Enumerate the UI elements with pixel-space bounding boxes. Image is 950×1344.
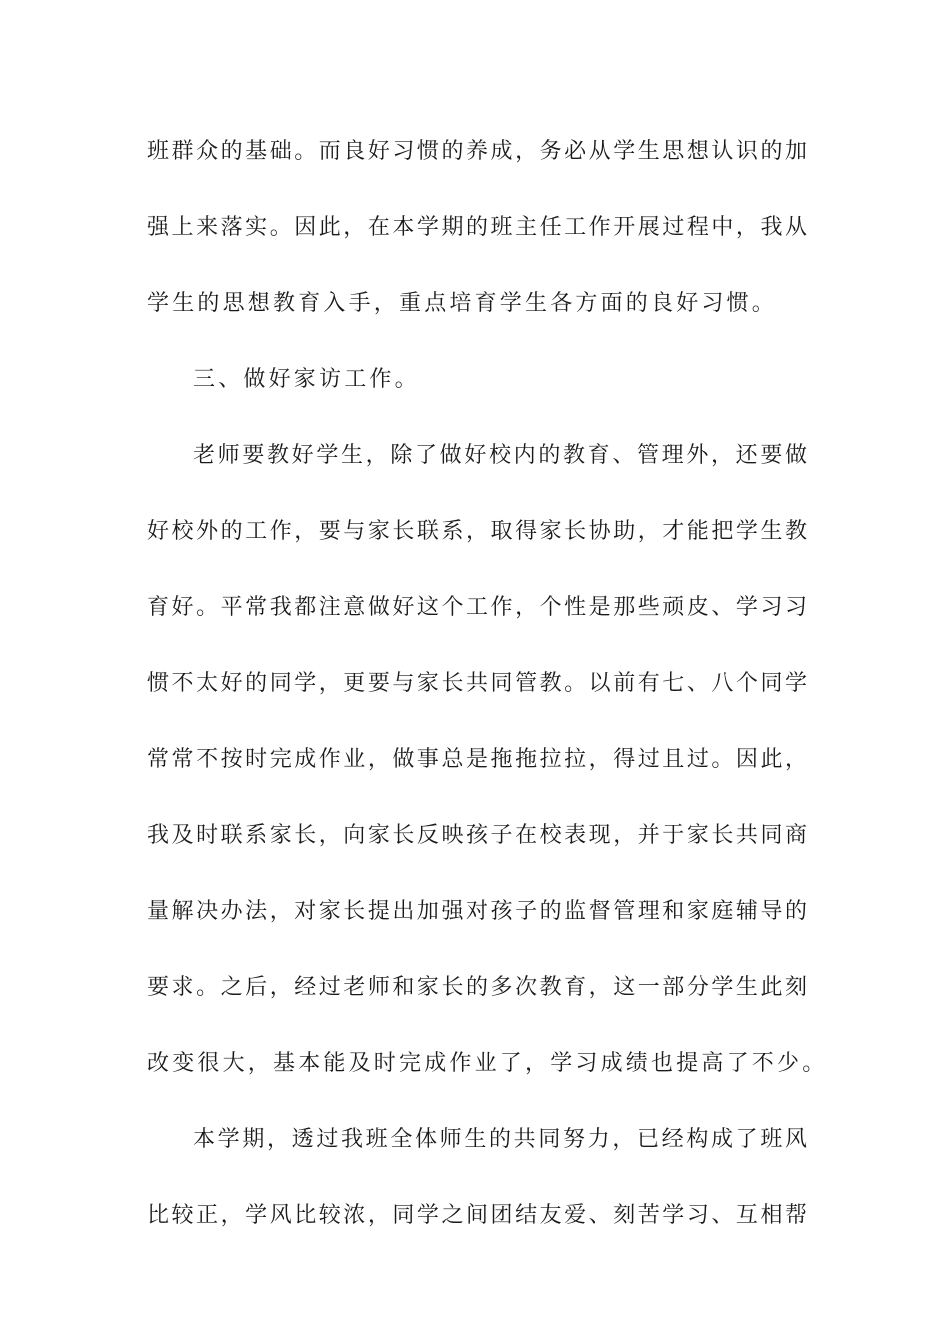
text-line: 我及时联系家长，向家长反映孩子在校表现，并于家长共同商 [147,823,807,848]
text-line: 量解决办法，对家长提出加强对孩子的监督管理和家庭辅导的 [147,899,807,924]
text-line: 常常不按时完成作业，做事总是拖拖拉拉，得过且过。因此， [147,747,807,772]
text-line: 比较正，学风比较浓，同学之间团结友爱、刻苦学习、互相帮 [147,1203,807,1228]
section-heading: 三、做好家访工作。 [193,367,420,392]
text-line: 要求。之后，经过老师和家长的多次教育，这一部分学生此刻 [147,975,807,1000]
text-line: 强上来落实。因此，在本学期的班主任工作开展过程中，我从 [147,215,807,240]
text-line: 惯不太好的同学，更要与家长共同管教。以前有七、八个同学 [147,671,807,696]
text-line: 学生的思想教育入手，重点培育学生各方面的良好习惯。 [147,291,778,316]
text-line: 班群众的基础。而良好习惯的养成，务必从学生思想认识的加 [147,139,807,164]
text-line: 好校外的工作，要与家长联系，取得家长协助，才能把学生教 [147,519,807,544]
text-line: 本学期，透过我班全体师生的共同努力，已经构成了班风 [193,1127,807,1152]
text-line: 育好。平常我都注意做好这个工作，个性是那些顽皮、学习习 [147,595,807,620]
text-line: 老师要教好学生，除了做好校内的教育、管理外，还要做 [193,443,807,468]
text-line: 改变很大，基本能及时完成作业了，学习成绩也提高了不少。 [147,1051,828,1076]
